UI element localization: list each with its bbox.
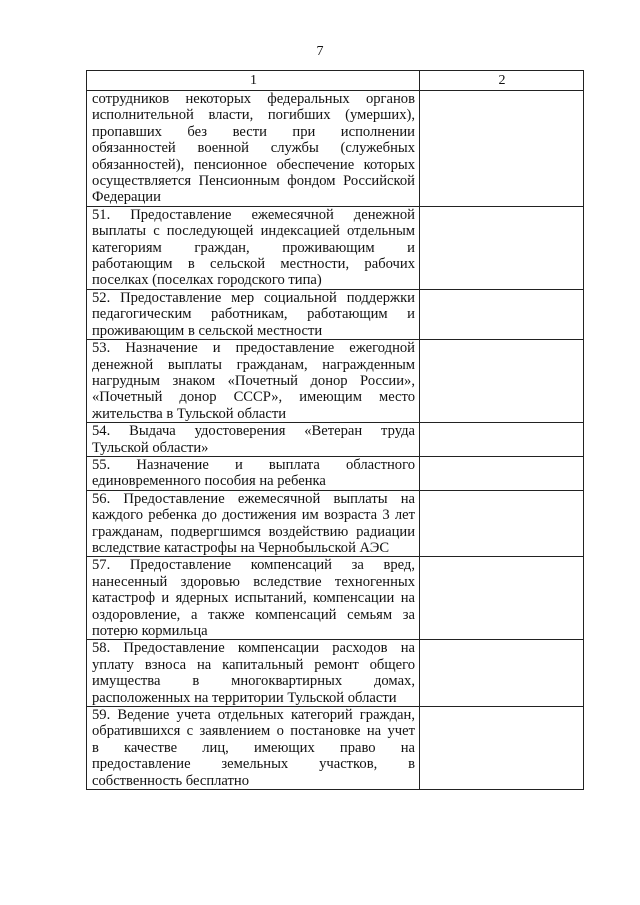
description-last-line: потерю кормильца [92, 623, 208, 639]
service-description-cell [87, 640, 420, 707]
column-2-cell [420, 289, 584, 339]
service-description-cell [87, 340, 420, 423]
table-row [87, 423, 584, 457]
description-line: категориям граждан, проживающим и [92, 239, 415, 256]
description-line: имущества в многоквартирных домах, [92, 673, 415, 690]
description-line: 57. Предоставление компенсаций за вред, [92, 557, 415, 574]
column-2-cell [420, 206, 584, 289]
column-2-cell [420, 490, 584, 557]
table-row [87, 490, 584, 557]
column-header-1: 1 [87, 71, 420, 91]
column-2-cell [420, 640, 584, 707]
description-line: нагрудным знаком «Почетный донор России», [92, 372, 415, 389]
column-2-cell [420, 423, 584, 457]
table-row [87, 557, 584, 640]
services-table [86, 70, 584, 790]
column-2-cell [420, 707, 584, 790]
description-line: выплаты с последующей индексацией отдельным [92, 223, 415, 240]
table-row [87, 206, 584, 289]
service-description-cell [87, 289, 420, 339]
description-last-line: проживающим в сельской местности [92, 322, 323, 339]
description-line: исполнительной власти, погибших (умерших), [92, 107, 415, 124]
description-line: в качестве лиц, имеющих право на [92, 739, 415, 756]
description-line: нанесенный здоровью вследствие техногенных [92, 573, 415, 590]
description-last-line: единовременного пособия на ребенка [92, 473, 326, 490]
description-last-line: поселках (поселках городского типа) [92, 272, 322, 289]
description-line: сотрудников некоторых федеральных органов [92, 91, 415, 107]
service-description-cell [87, 490, 420, 557]
description-line: 56. Предоставление ежемесячной выплаты на [92, 490, 415, 507]
description-last-line: собственность бесплатно [92, 772, 250, 789]
service-description-cell [87, 91, 420, 207]
table-row [87, 640, 584, 707]
description-line: предоставление земельных участков, в [92, 756, 415, 773]
table-row [87, 289, 584, 339]
description-line: 53. Назначение и предоставление ежегодной [92, 340, 415, 357]
table-header-row [87, 71, 584, 91]
description-line: обязанностей военной службы (служебных [92, 140, 415, 157]
service-description-cell [87, 423, 420, 457]
description-line: 52. Предоставление мер социальной поддержки [92, 289, 415, 306]
description-line: «Почетный донор СССР», имеющим место [92, 389, 415, 406]
table-row [87, 707, 584, 790]
description-line: денежной выплаты гражданам, награжденным [92, 356, 415, 373]
service-description-cell [87, 707, 420, 790]
description-line: 55. Назначение и выплата областного [92, 456, 415, 473]
description-line: обратившихся с заявлением о постановке на учет [92, 723, 415, 740]
column-2-cell [420, 456, 584, 490]
description-line: 59. Ведение учета отдельных категорий граждан, [92, 707, 415, 724]
description-last-line: расположенных на территории Тульской области [92, 689, 397, 706]
description-line: педагогическим работникам, работающим и [92, 306, 415, 323]
table-row [87, 340, 584, 423]
service-description-cell [87, 456, 420, 490]
description-line: оздоровление, а также компенсаций семьям за [92, 606, 415, 623]
description-line: пропавших без вести при исполнении [92, 123, 415, 140]
description-last-line: жительства в Тульской области [92, 405, 287, 422]
description-line: обязанностей), пенсионное обеспечение которых [92, 156, 415, 173]
description-line: 54. Выдача удостоверения «Ветеран труда [92, 423, 415, 440]
description-last-line: Федерации [92, 189, 161, 206]
table-row [87, 91, 584, 207]
table-body [87, 71, 584, 790]
page-number: 7 [316, 44, 324, 59]
column-2-cell [420, 91, 584, 207]
description-line: катастроф и ядерных испытаний, компенсации на [92, 590, 415, 607]
service-description-cell [87, 206, 420, 289]
description-line: 51. Предоставление ежемесячной денежной [92, 206, 415, 223]
description-line: 58. Предоставление компенсации расходов на [92, 640, 415, 657]
description-last-line: вследствие катастрофы на Чернобыльской АЭС [92, 539, 390, 556]
service-description-cell [87, 557, 420, 640]
description-last-line: Тульской области» [92, 439, 209, 456]
column-header-2: 2 [420, 71, 584, 91]
description-line: гражданам, подвергшимся воздействию радиации [92, 523, 415, 540]
description-line: работающим в сельской местности, рабочих [92, 256, 415, 273]
description-line: уплату взноса на капитальный ремонт общего [92, 656, 415, 673]
description-line: каждого ребенка до достижения им возраста 3 лет [92, 507, 415, 524]
column-2-cell [420, 557, 584, 640]
description-line: осуществляется Пенсионным фондом Российской [92, 173, 415, 190]
table-row [87, 456, 584, 490]
column-2-cell [420, 340, 584, 423]
